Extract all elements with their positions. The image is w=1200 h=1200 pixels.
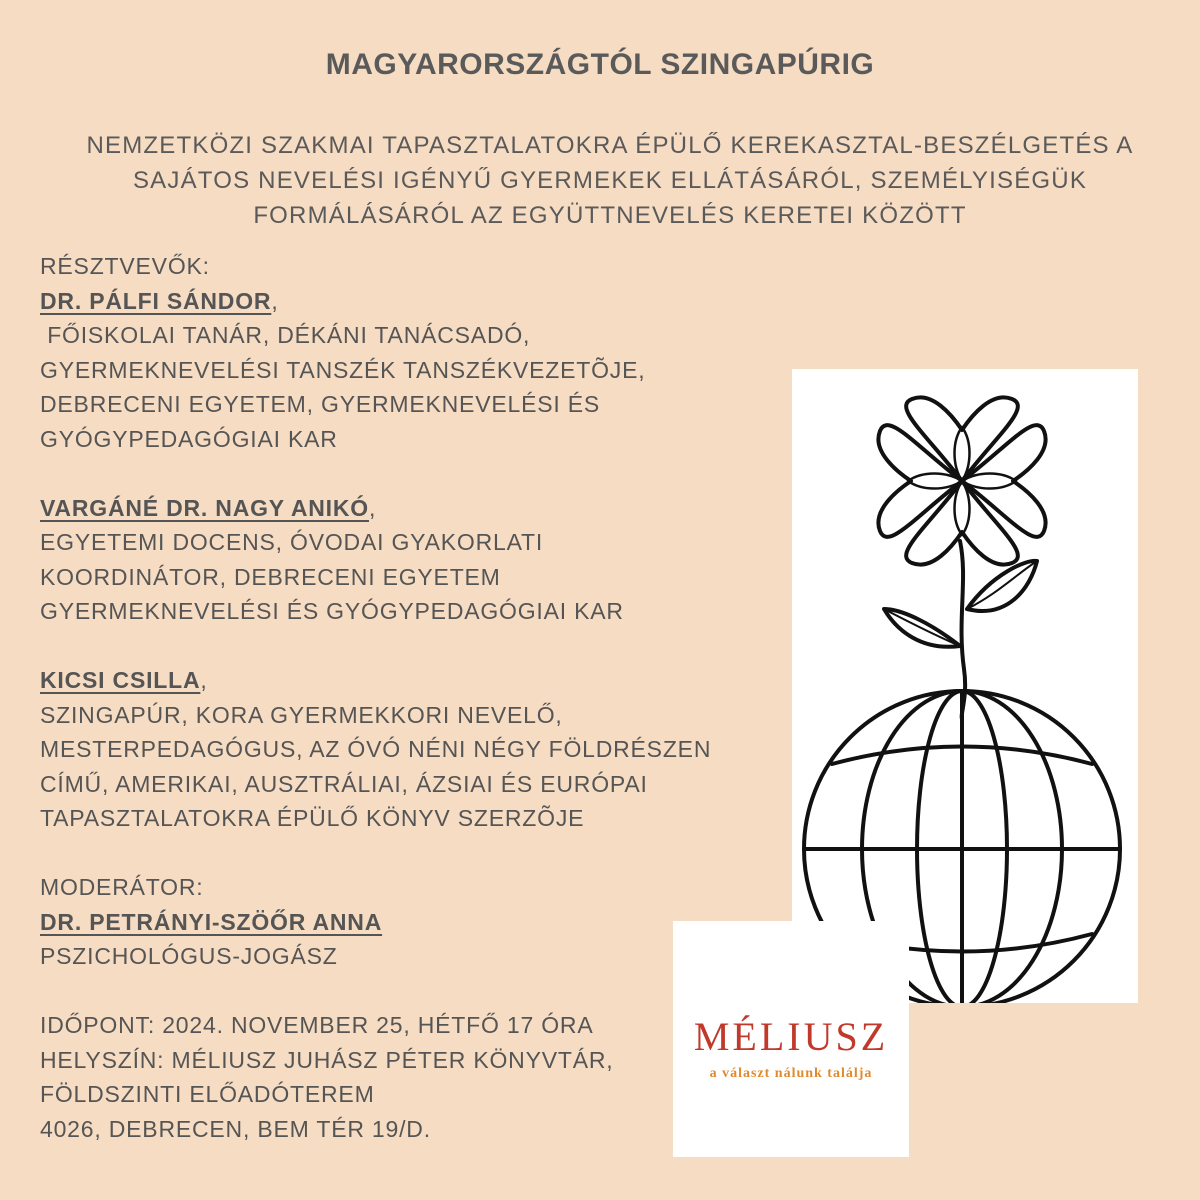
- participant-2-heading: [40, 491, 760, 526]
- flower-globe-illustration: [792, 369, 1138, 1003]
- subtitle-line: SAJÁTOS NEVELÉSI IGÉNYŰ GYERMEKEK ELLÁTÁSÁRÓL, SZEMÉLYISÉGÜK: [132, 167, 1088, 194]
- participant-1-desc: FŐISKOLAI TANÁR, DÉKÁNI TANÁCSADÓ,: [40, 322, 531, 348]
- logo-tagline: a választ nálunk találja: [709, 1066, 873, 1081]
- participant-1-desc: GYERMEKNEVELÉSI TANSZÉK TANSZÉKVEZETÕJE,: [40, 356, 646, 383]
- moderator-label: MODERÁTOR:: [40, 874, 204, 900]
- participant-1-desc: DEBRECENI EGYETEM, GYERMEKNEVELÉSI ÉS: [40, 391, 601, 417]
- participants-label: RÉSZTVEVŐK:: [40, 253, 210, 279]
- moderator-heading: [40, 905, 760, 940]
- participant-3-desc: SZINGAPÚR, KORA GYERMEKKORI NEVELŐ,: [40, 701, 563, 728]
- separator: ,: [368, 494, 377, 521]
- meliusz-logo: [673, 921, 909, 1157]
- participant-1-name: DR. PÁLFI SÁNDOR: [40, 287, 272, 314]
- event-location: FÖLDSZINTI ELŐADÓTEREM: [40, 1081, 375, 1107]
- separator: ,: [271, 287, 279, 314]
- page-title: MAGYARORSZÁGTÓL SZINGAPÚRIG: [325, 48, 875, 81]
- participant-1-heading: [40, 284, 760, 319]
- participant-3-heading: [40, 663, 760, 698]
- participant-2-desc: KOORDINÁTOR, DEBRECENI EGYETEM: [40, 563, 501, 590]
- event-details: [40, 249, 760, 1146]
- moderator-name: DR. PETRÁNYI-SZÖŐR ANNA: [40, 908, 383, 935]
- flower-globe-icon: [792, 369, 1138, 1003]
- participant-3-desc: MESTERPEDAGÓGUS, AZ ÓVÓ NÉNI NÉGY FÖLDRÉSZEN: [40, 736, 712, 762]
- participant-2-desc: EGYETEMI DOCENS, ÓVODAI GYAKORLATI: [40, 529, 544, 555]
- participant-2-desc: GYERMEKNEVELÉSI ÉS GYÓGYPEDAGÓGIAI KAR: [40, 598, 624, 624]
- moderator-desc: PSZICHOLÓGUS-JOGÁSZ: [40, 943, 338, 969]
- subtitle-line: NEMZETKÖZI SZAKMAI TAPASZTALATOKRA ÉPÜLŐ KEREKASZTAL-BESZÉLGETÉS A: [86, 132, 1134, 159]
- participant-1-desc: GYÓGYPEDAGÓGIAI KAR: [40, 425, 338, 452]
- event-location: 4026, DEBRECEN, BEM TÉR 19/D.: [40, 1115, 431, 1142]
- event-location: HELYSZÍN: MÉLIUSZ JUHÁSZ PÉTER KÖNYVTÁR,: [40, 1046, 614, 1073]
- subtitle: [60, 128, 1160, 233]
- event-time: IDŐPONT: 2024. NOVEMBER 25, HÉTFŐ 17 ÓRA: [40, 1012, 594, 1038]
- participant-2-name: VARGÁNÉ DR. NAGY ANIKÓ: [40, 494, 369, 521]
- logo-wordmark: MÉLIUSZ: [693, 1014, 889, 1059]
- subtitle-line: FORMÁLÁSÁRÓL AZ EGYÜTTNEVELÉS KERETEI KÖZÖTT: [253, 202, 967, 229]
- participant-3-desc: CÍMŰ, AMERIKAI, AUSZTRÁLIAI, ÁZSIAI ÉS EURÓPAI: [40, 770, 648, 797]
- separator: ,: [200, 667, 208, 693]
- participant-3-name: KICSI CSILLA: [40, 667, 201, 693]
- participant-3-desc: TAPASZTALATOKRA ÉPÜLŐ KÖNYV SZERZÕJE: [40, 805, 585, 831]
